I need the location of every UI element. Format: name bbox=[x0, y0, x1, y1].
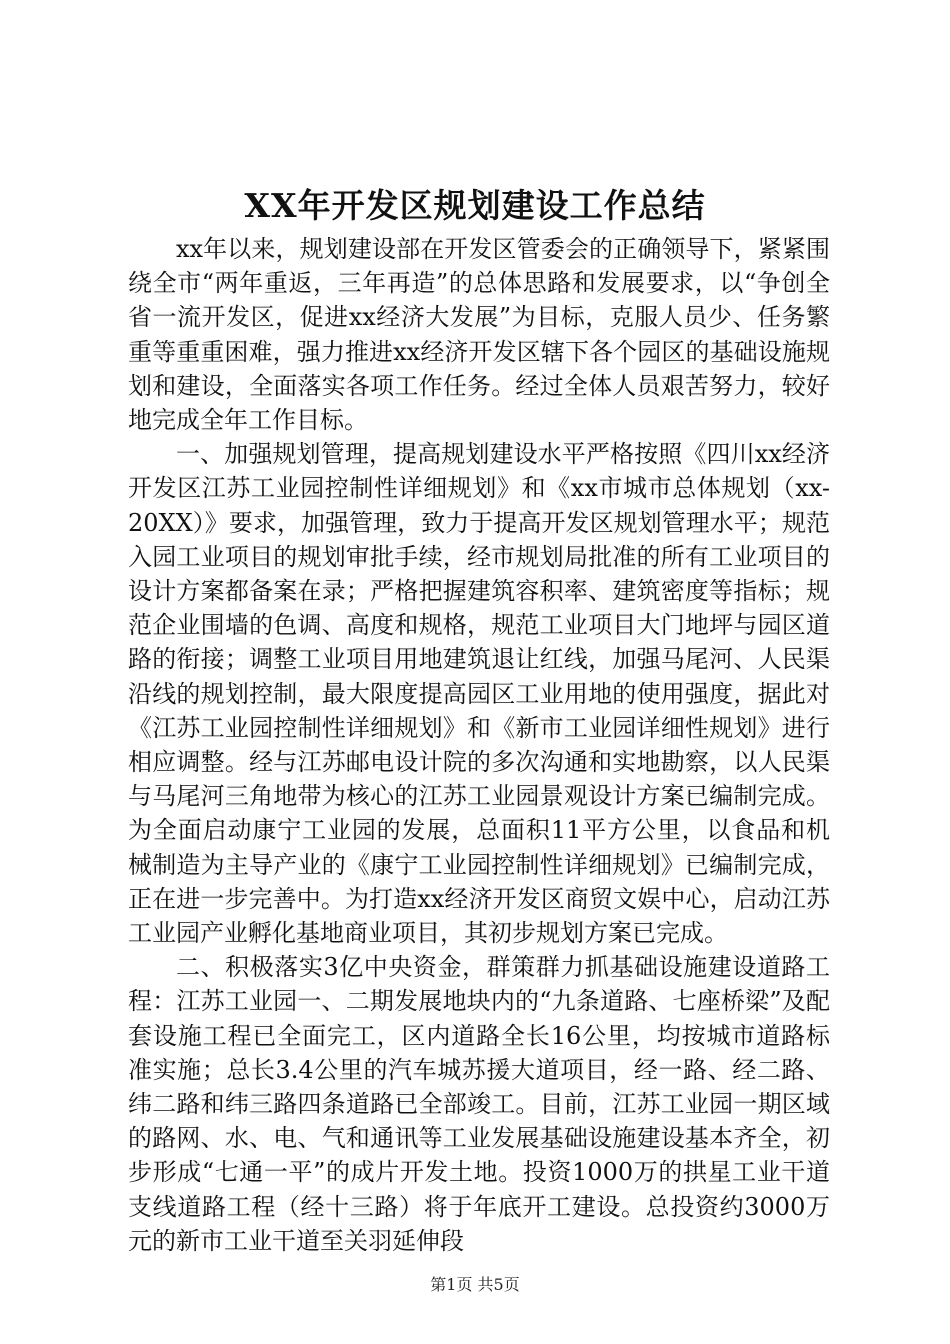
paragraph-planning-management: 一、加强规划管理，提高规划建设水平严格按照《四川xx经济开发区江苏工业园控制性详细规划》和《xx市城市总体规划（xx-20XX）》要求，加强管理，致力于提高开发区规划管理水平；规范入园工业项目的规划审批手续，经市规划局批准的所有工业项目的设计方案都备案在录；严格把握建筑容积率、建筑密度等指标；规范企业围墙的色调、高度和规格，规范工业项目大门地坪与园区道路的衔接；调整工业项目用地建筑退让红线，加强马尾河、人民渠沿线的规划控制，最大限度提高园区工业用地的使用强度，据此对《江苏工业园控制性详细规划》和《新市工业园详细性规划》进行相应调整。经与江苏邮电设计院的多次沟通和实地勘察，以人民渠与马尾河三角地带为核心的江苏工业园景观设计方案已编制完成。为全面启动康宁工业园的发展，总面积11平方公里，以食品和机械制造为主导产业的《康宁工业园控制性详细规划》已编制完成，正在进一步完善中。为打造xx经济开发区商贸文娱中心，启动江苏工业园产业孵化基地商业项目，其初步规划方案已完成。 bbox=[128, 440, 830, 948]
document-body bbox=[128, 232, 830, 1258]
paragraph-intro: xx年以来，规划建设部在开发区管委会的正确领导下，紧紧围绕全市“两年重返，三年再造”的总体思路和发展要求，以“争创全省一流开发区，促进xx经济大发展”为目标，克服人员少、任务繁重等重重困难，强力推进xx经济开发区辖下各个园区的基础设施规划和建设，全面落实各项工作任务。经过全体人员艰苦努力，较好地完成全年工作目标。 bbox=[128, 235, 830, 435]
paragraph-infrastructure: 二、积极落实3亿中央资金，群策群力抓基础设施建设道路工程：江苏工业园一、二期发展地块内的“九条道路、七座桥梁”及配套设施工程已全面完工，区内道路全长16公里，均按城市道路标准实施；总长3.4公里的汽车城苏援大道项目，经一路、经二路、纬二路和纬三路四条道路已全部竣工。目前，江苏工业园一期区域的路网、水、电、气和通讯等工业发展基础设施建设基本齐全，初步形成“七通一平”的成片开发土地。投资1000万的拱星工业干道支线道路工程（经十三路）将于年底开工建设。总投资约3000万元的新市工业干道至关羽延伸段 bbox=[128, 953, 830, 1255]
document-title: XX年开发区规划建设工作总结 bbox=[244, 186, 706, 225]
page-footer: 第1页 共5页 bbox=[430, 1275, 520, 1294]
